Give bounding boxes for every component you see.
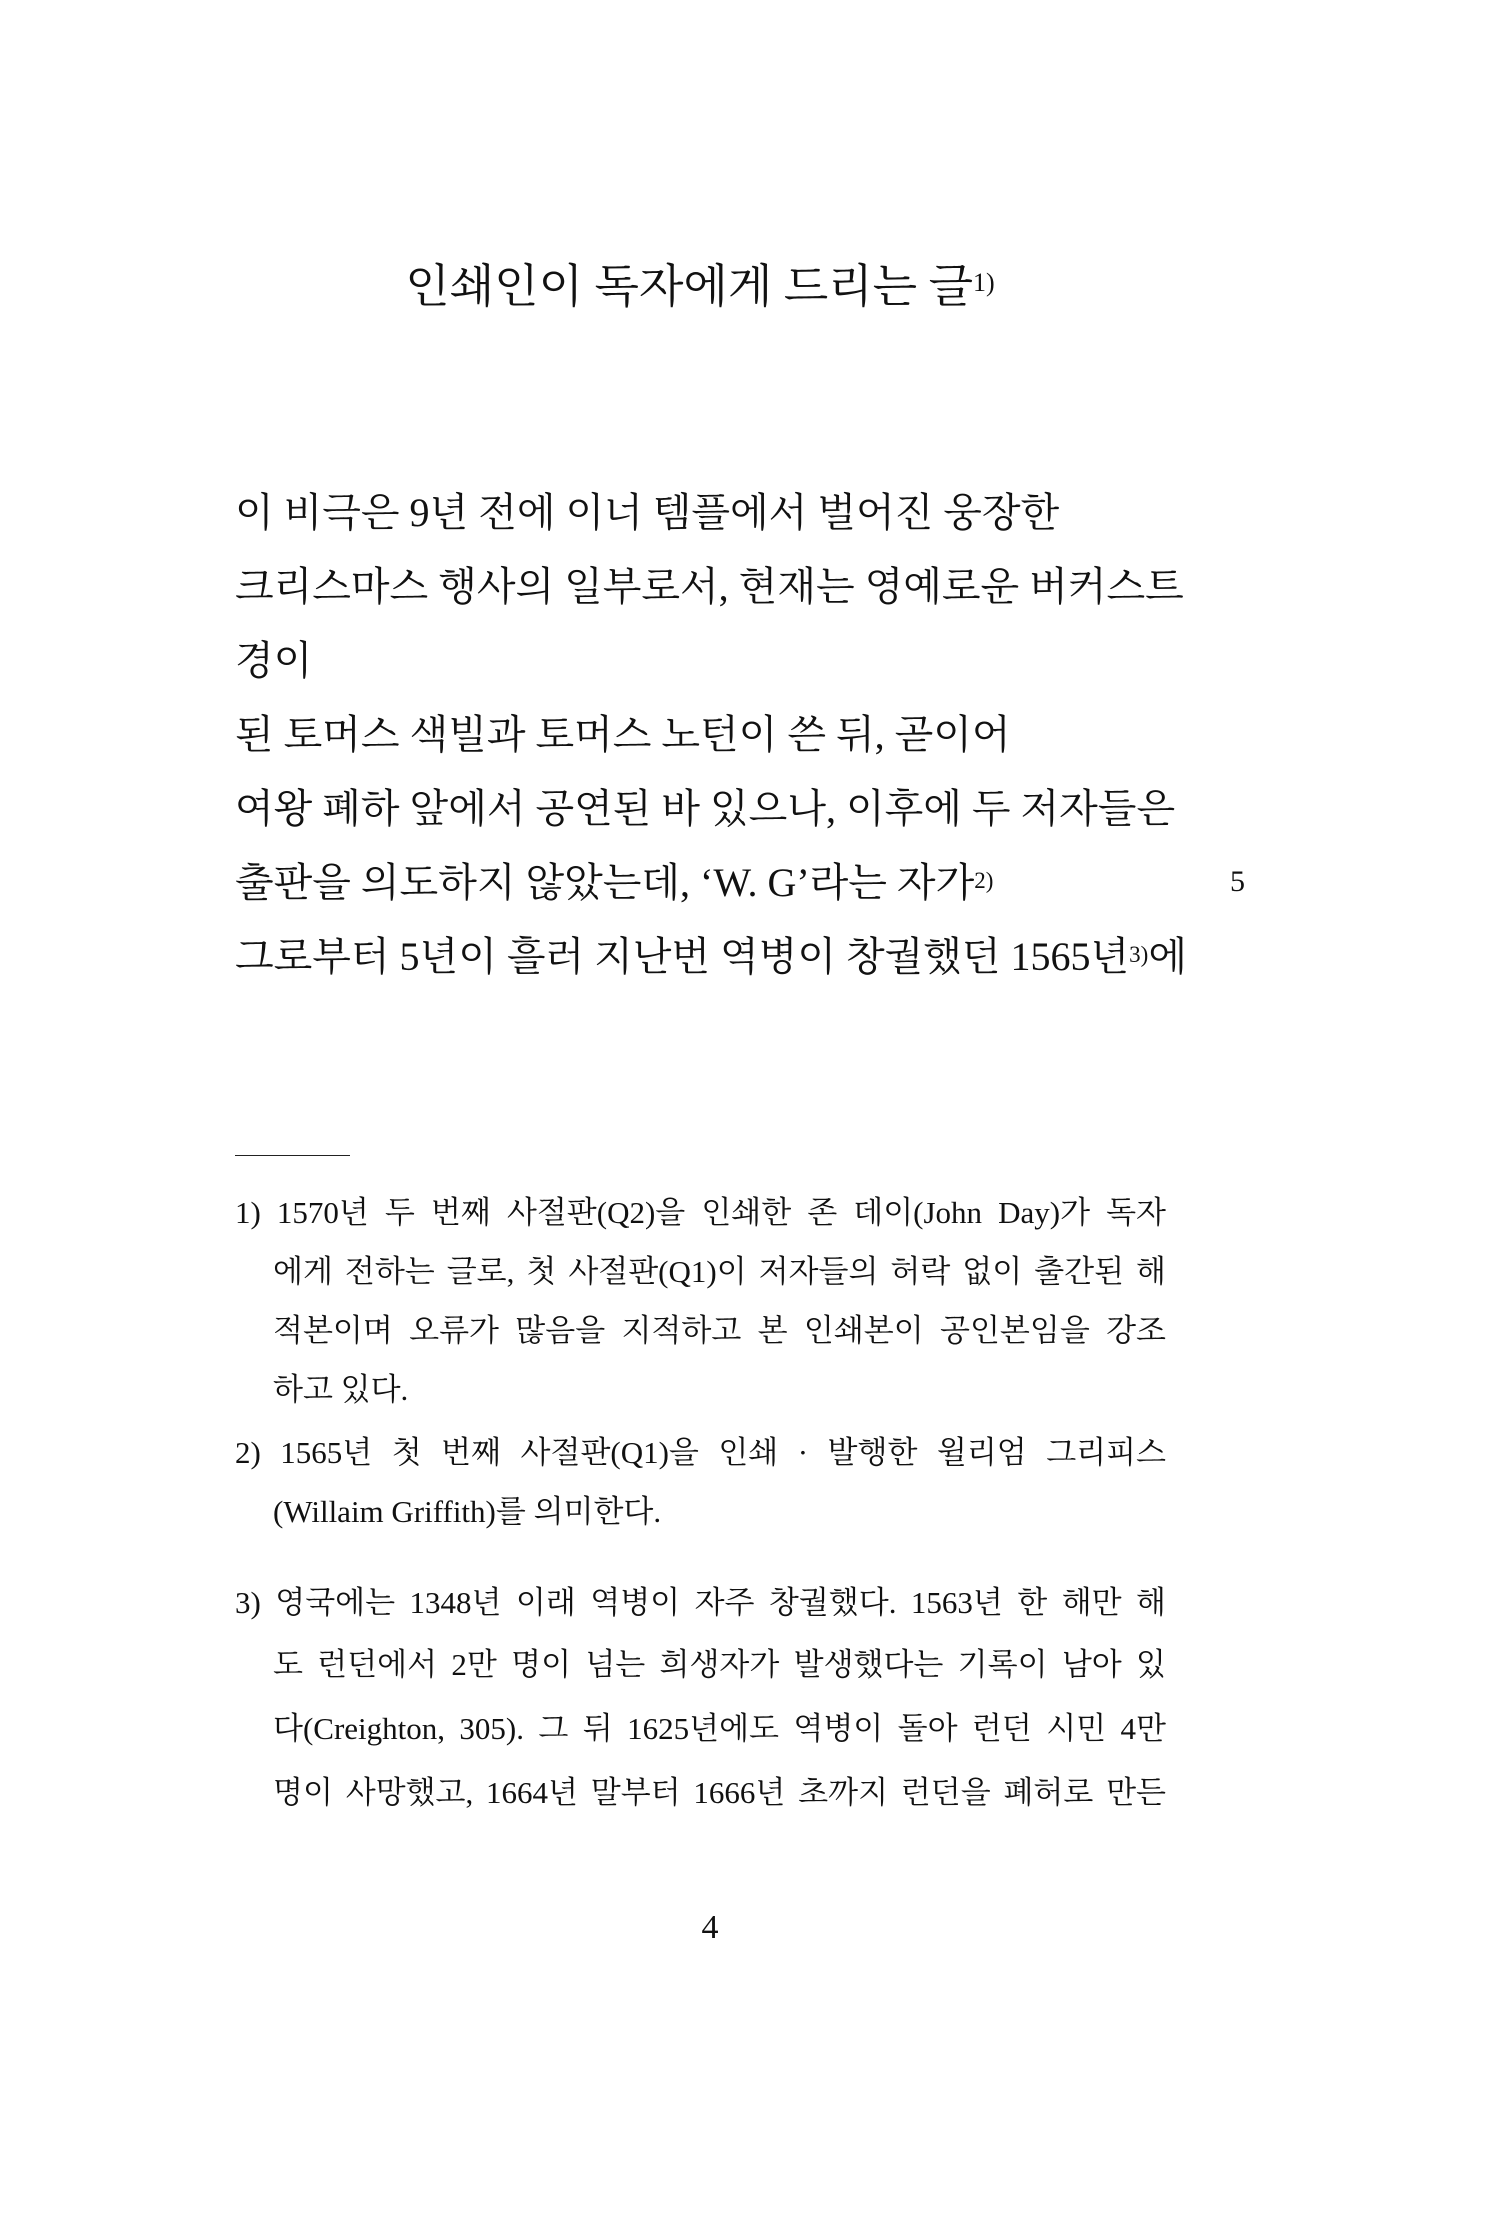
footnote-2	[235, 1433, 1166, 1473]
footnote-line-wrap	[273, 1311, 1166, 1351]
line-number: 5	[1230, 865, 1245, 898]
body-line: 여왕 폐하 앞에서 공연된 바 있으나, 이후에 두 저자들은	[235, 786, 1176, 831]
footnote-line: 3) 영국에는 1348년 이래 역병이 자주 창궐했다. 1563년 한 해만 해	[235, 1585, 1166, 1620]
footnote-line-wrap	[273, 1773, 1166, 1813]
footnote-line: 1) 1570년 두 번째 사절판(Q2)을 인쇄한 존 데이(John Day)가 독자	[235, 1195, 1166, 1230]
body-line-tail: 에	[1148, 934, 1187, 979]
page-title	[0, 258, 1400, 316]
footnote-line: 하고 있다.	[273, 1372, 409, 1407]
footnote-separator	[235, 1155, 350, 1156]
footnote-line: 적본이며 오류가 많음을 지적하고 본 인쇄본이 공인본임을 강조	[273, 1313, 1166, 1348]
footnote-3	[235, 1583, 1166, 1623]
page-number: 4	[701, 1909, 719, 1946]
footnote-1	[235, 1193, 1166, 1233]
body-line-text: 그로부터 5년이 흘러 지난번 역병이 창궐했던 1565년	[235, 934, 1130, 979]
footnote-ref[interactable]: 1)	[973, 268, 995, 297]
body-line	[235, 858, 993, 908]
title-text: 인쇄인이 독자에게 드리는 글	[405, 261, 974, 312]
footnote-line: 에게 전하는 글로, 첫 사절판(Q1)이 저자들의 허락 없이 출간된 해	[273, 1254, 1166, 1289]
footnote-line-wrap	[273, 1709, 1166, 1749]
body-line	[235, 932, 1187, 982]
footnote-line-wrap	[273, 1645, 1166, 1685]
body-line: 이 비극은 9년 전에 이너 템플에서 벌어진 웅장한	[235, 490, 1060, 535]
footnote-ref[interactable]: 2)	[974, 868, 994, 893]
body-line: 크리스마스 행사의 일부로서, 현재는 영예로운 버커스트	[235, 564, 1184, 609]
body-line: 경이	[235, 638, 313, 683]
footnote-line: 2) 1565년 첫 번째 사절판(Q1)을 인쇄 · 발행한 윌리엄 그리피스	[235, 1435, 1166, 1470]
body-line: 된 토머스 색빌과 토머스 노턴이 쓴 뒤, 곧이어	[235, 712, 1011, 757]
footnote-line: (Willaim Griffith)를 의미한다.	[273, 1494, 662, 1529]
footnote-line: 도 런던에서 2만 명이 넘는 희생자가 발생했다는 기록이 남아 있	[273, 1647, 1166, 1682]
footnote-line-wrap	[273, 1252, 1166, 1292]
footnote-ref[interactable]: 3)	[1129, 942, 1149, 967]
footnote-line: 다(Creighton, 305). 그 뒤 1625년에도 역병이 돌아 런던 시민 4만	[273, 1711, 1166, 1746]
footnote-line: 명이 사망했고, 1664년 말부터 1666년 초까지 런던을 폐허로 만든	[273, 1775, 1166, 1810]
body-line-text: 출판을 의도하지 않았는데, ‘W. G’라는 자가	[235, 860, 975, 905]
